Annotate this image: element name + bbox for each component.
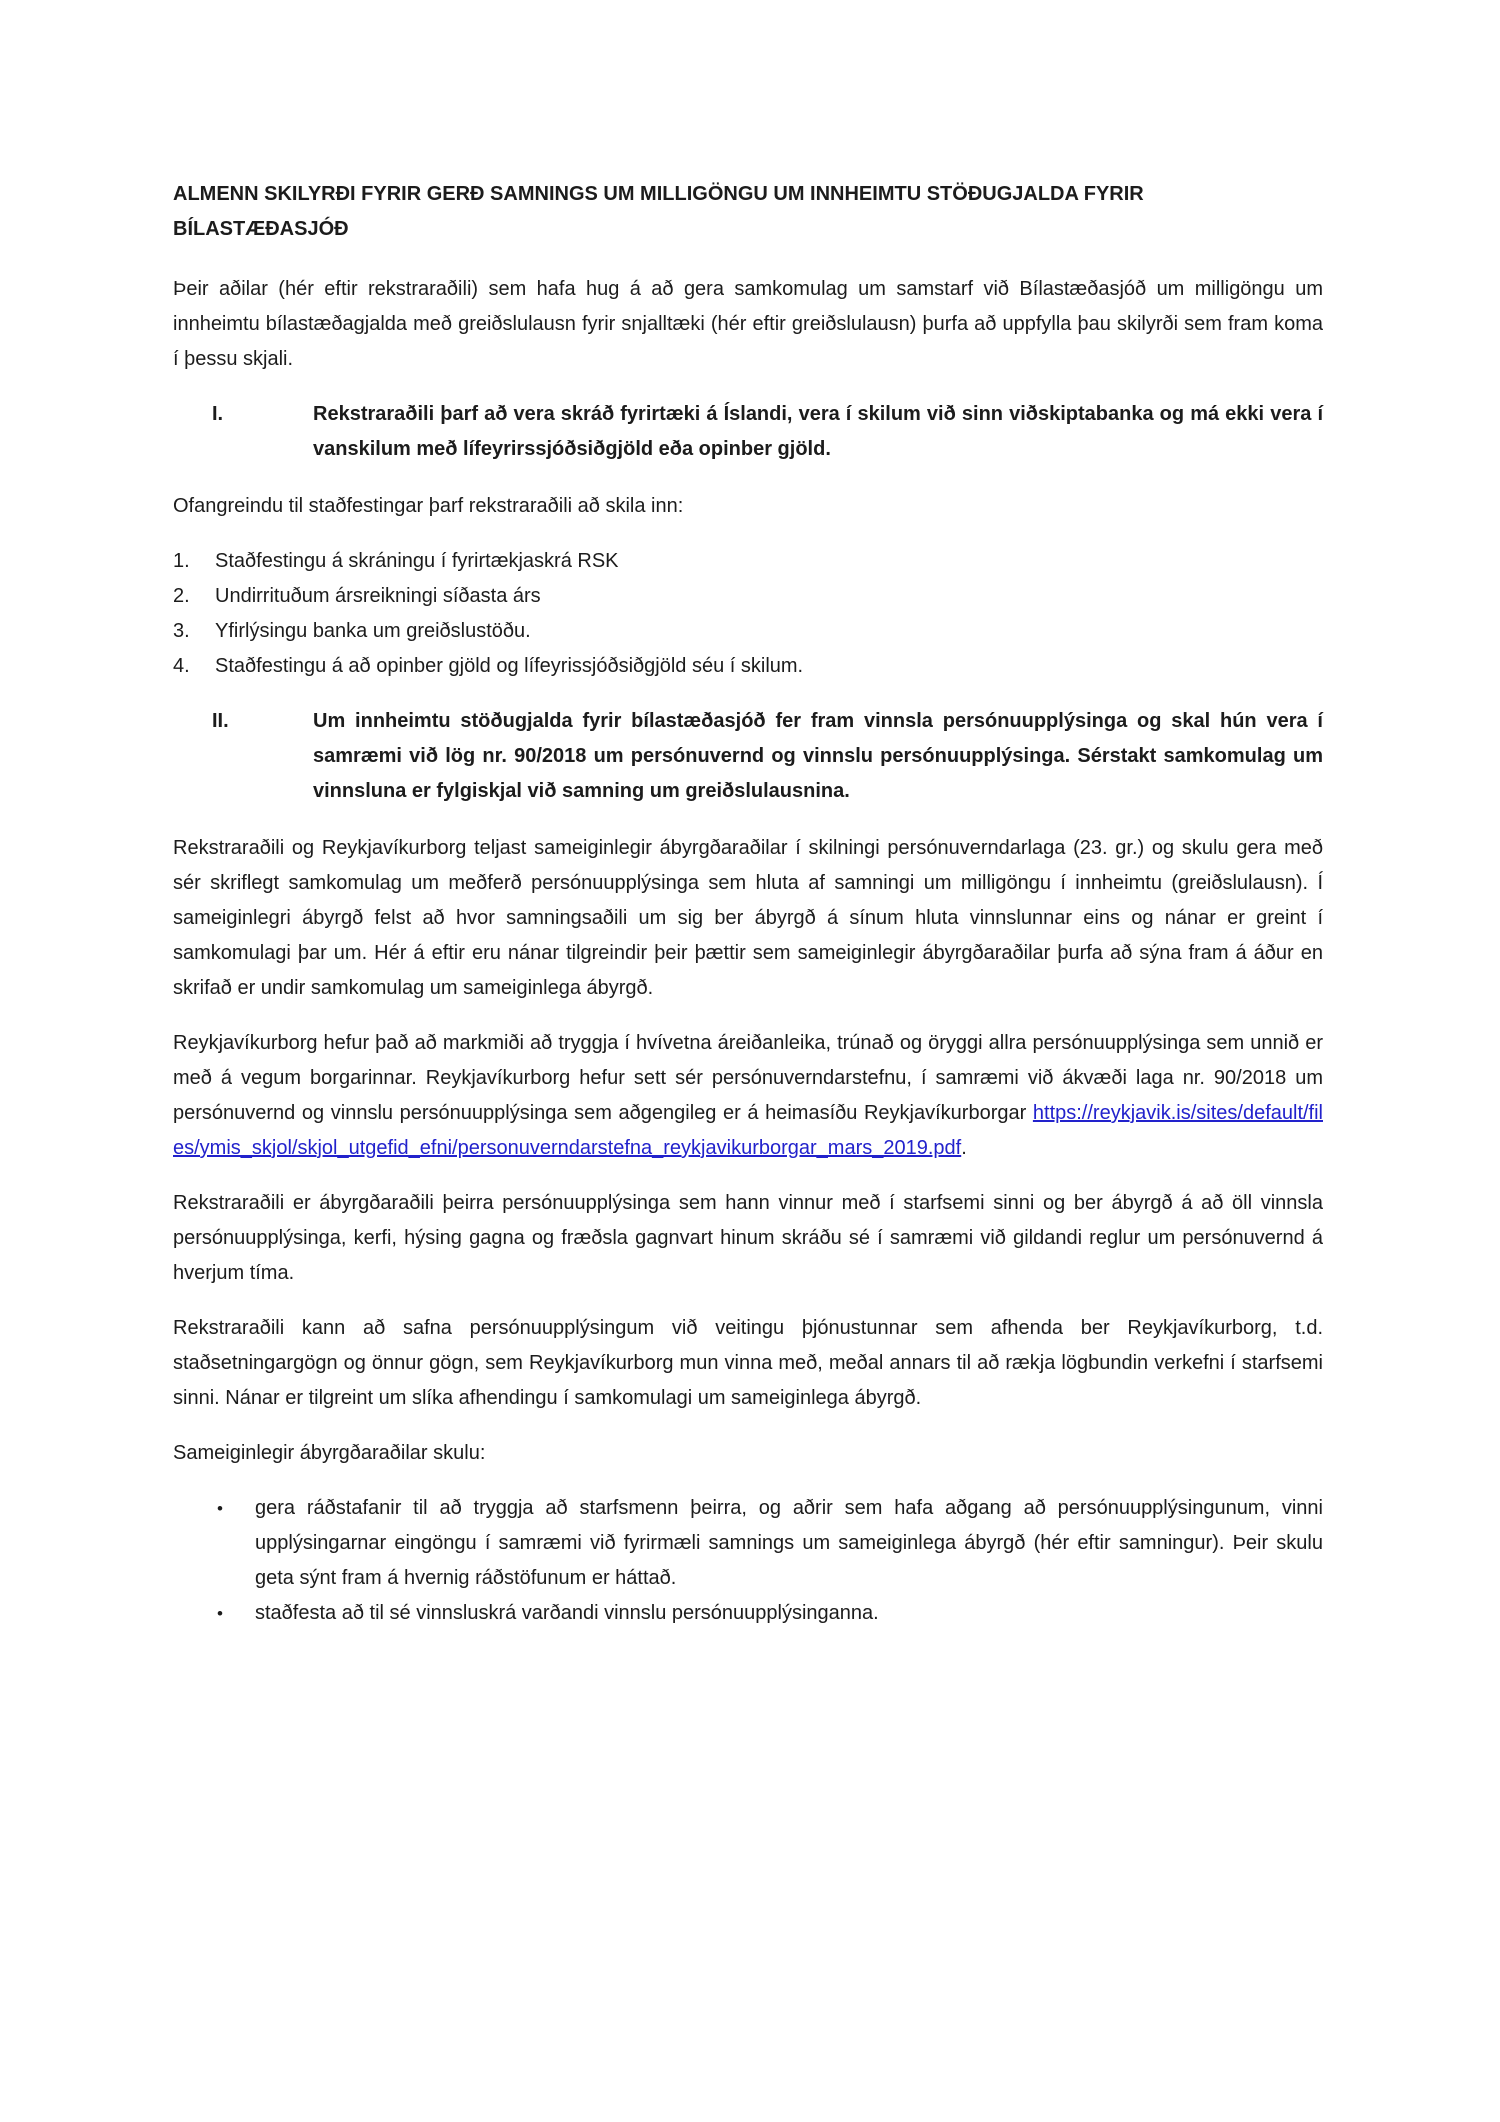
joint-controllers-paragraph: Rekstraraðili og Reykjavíkurborg teljast sameiginlegir ábyrgðaraðilar í skilningi persónuverndarlaga (23. gr.) og skulu gera með sér skriflegt samkomulag um meðferð persónuupplýsinga sem hluta af samningi um milligöngu í innheimtu (greiðslulausn). Í sameiginlegri ábyrgð felst að hvor samningsaðili um sig ber ábyrgð á sínum hluta vinnslunnar eins og nánar er greint í samkomulagi þar um. Hér á eftir eru nánar tilgreindir þeir þættir sem sameiginlegir ábyrgðaraðilar þurfa að sýna fram á áður en skrifað er undir samkomulag um sameiginlega ábyrgð. — [173, 837, 1323, 999]
list-item-text: Undirrituðum ársreikningi síðasta árs — [215, 585, 541, 607]
bullet-icon: • — [217, 1499, 223, 1518]
intro-paragraph: Þeir aðilar (hér eftir rekstraraðili) sem hafa hug á að gera samkomulag um samstarf við Bílastæðasjóð um milligöngu um innheimtu bílastæðagjalda með greiðslulausn fyrir snjalltæki (hér eftir greiðslulausn) þurfa að uppfylla þau skilyrði sem fram koma í þessu skjali. — [173, 278, 1323, 370]
requirements-list — [173, 544, 1323, 684]
list-item-text: Staðfestingu á að opinber gjöld og lífeyrissjóðsiðgjöld séu í skilum. — [215, 655, 804, 677]
privacy-policy-text: Reykjavíkurborg hefur það að markmiði að tryggja í hvívetna áreiðanleika, trúnað og öryggi allra persónuupplýsinga sem unnið er með á vegum borgarinnar. Reykjavíkurborg hefur sett sér persónuverndarstefnu, í samræmi við ákvæði laga nr. 90/2018 um persónuvernd og vinnslu persónuupplýsinga sem aðgengileg er á heimasíðu Reykjavíkurborgar — [173, 1032, 1323, 1124]
list-item-number: 3. — [173, 620, 190, 642]
section-ii-number: II. — [212, 710, 229, 732]
list-item — [173, 1491, 1323, 1596]
bullet-icon: • — [217, 1604, 223, 1623]
list-item — [173, 579, 1323, 614]
duties-bullet-list — [173, 1491, 1323, 1631]
privacy-policy-paragraph — [173, 1026, 1323, 1166]
section-i-text: Rekstraraðili þarf að vera skráð fyrirtæki á Íslandi, vera í skilum við sinn viðskiptabanka og má ekki vera í vanskilum með lífeyrirssjóðsiðgjöld eða opinber gjöld. — [313, 403, 1323, 460]
privacy-policy-link[interactable]: https://reykjavik.is/sites/default/files/ymis_skjol/skjol_utgefid_efni/personuverndarstefna_reykjavikurborgar_mars_2019.pdf — [173, 1102, 1323, 1159]
document-title: ALMENN SKILYRÐI FYRIR GERÐ SAMNINGS UM MILLIGÖNGU UM INNHEIMTU STÖÐUGJALDA FYRIR BÍLASTÆÐASJÓÐ — [173, 183, 1144, 240]
list-item-text: Yfirlýsingu banka um greiðslustöðu. — [215, 620, 531, 642]
section-i-number: I. — [212, 403, 224, 425]
list-item — [173, 1596, 1323, 1631]
list-item-text: Staðfestingu á skráningu í fyrirtækjaskrá RSK — [215, 550, 619, 572]
document-body — [173, 177, 1323, 1651]
list-item-number: 4. — [173, 655, 190, 677]
section-ii — [173, 704, 1323, 809]
list-item-number: 1. — [173, 550, 190, 572]
confirmation-intro-line: Ofangreindu til staðfestingar þarf rekstraraðili að skila inn: — [173, 495, 684, 517]
link-suffix-period: . — [961, 1137, 967, 1159]
controller-duty-paragraph: Rekstraraðili er ábyrgðaraðili þeirra persónuupplýsinga sem hann vinnur með í starfsemi sinni og ber ábyrgð á að öll vinnsla persónuupplýsinga, kerfi, hýsing gagna og fræðsla gagnvart hinum skráðu sé í samræmi við gildandi reglur um persónuvernd á hverjum tíma. — [173, 1192, 1323, 1284]
joint-duties-intro-line: Sameiginlegir ábyrgðaraðilar skulu: — [173, 1442, 486, 1464]
list-item — [173, 544, 1323, 579]
list-item-text: staðfesta að til sé vinnsluskrá varðandi vinnslu persónuupplýsinganna. — [255, 1602, 879, 1624]
section-i — [173, 397, 1323, 467]
data-collection-paragraph: Rekstraraðili kann að safna persónuupplýsingum við veitingu þjónustunnar sem afhenda ber Reykjavíkurborg, t.d. staðsetningargögn og önnur gögn, sem Reykjavíkurborg mun vinna með, meðal annars til að rækja lögbundin verkefni í starfsemi sinni. Nánar er tilgreint um slíka afhendingu í samkomulagi um sameiginlega ábyrgð. — [173, 1317, 1323, 1409]
section-ii-text: Um innheimtu stöðugjalda fyrir bílastæðasjóð fer fram vinnsla persónuupplýsinga og skal hún vera í samræmi við lög nr. 90/2018 um persónuvernd og vinnslu persónuupplýsinga. Sérstakt samkomulag um vinnsluna er fylgiskjal við samning um greiðslulausnina. — [313, 710, 1323, 802]
list-item-number: 2. — [173, 585, 190, 607]
list-item-text: gera ráðstafanir til að tryggja að starfsmenn þeirra, og aðrir sem hafa aðgang að persónuupplýsingunum, vinni upplýsingarnar eingöngu í samræmi við fyrirmæli samnings um sameiginlega ábyrgð (hér eftir samningur). Þeir skulu geta sýnt fram á hvernig ráðstöfunum er háttað. — [255, 1497, 1323, 1589]
list-item — [173, 614, 1323, 649]
list-item — [173, 649, 1323, 684]
